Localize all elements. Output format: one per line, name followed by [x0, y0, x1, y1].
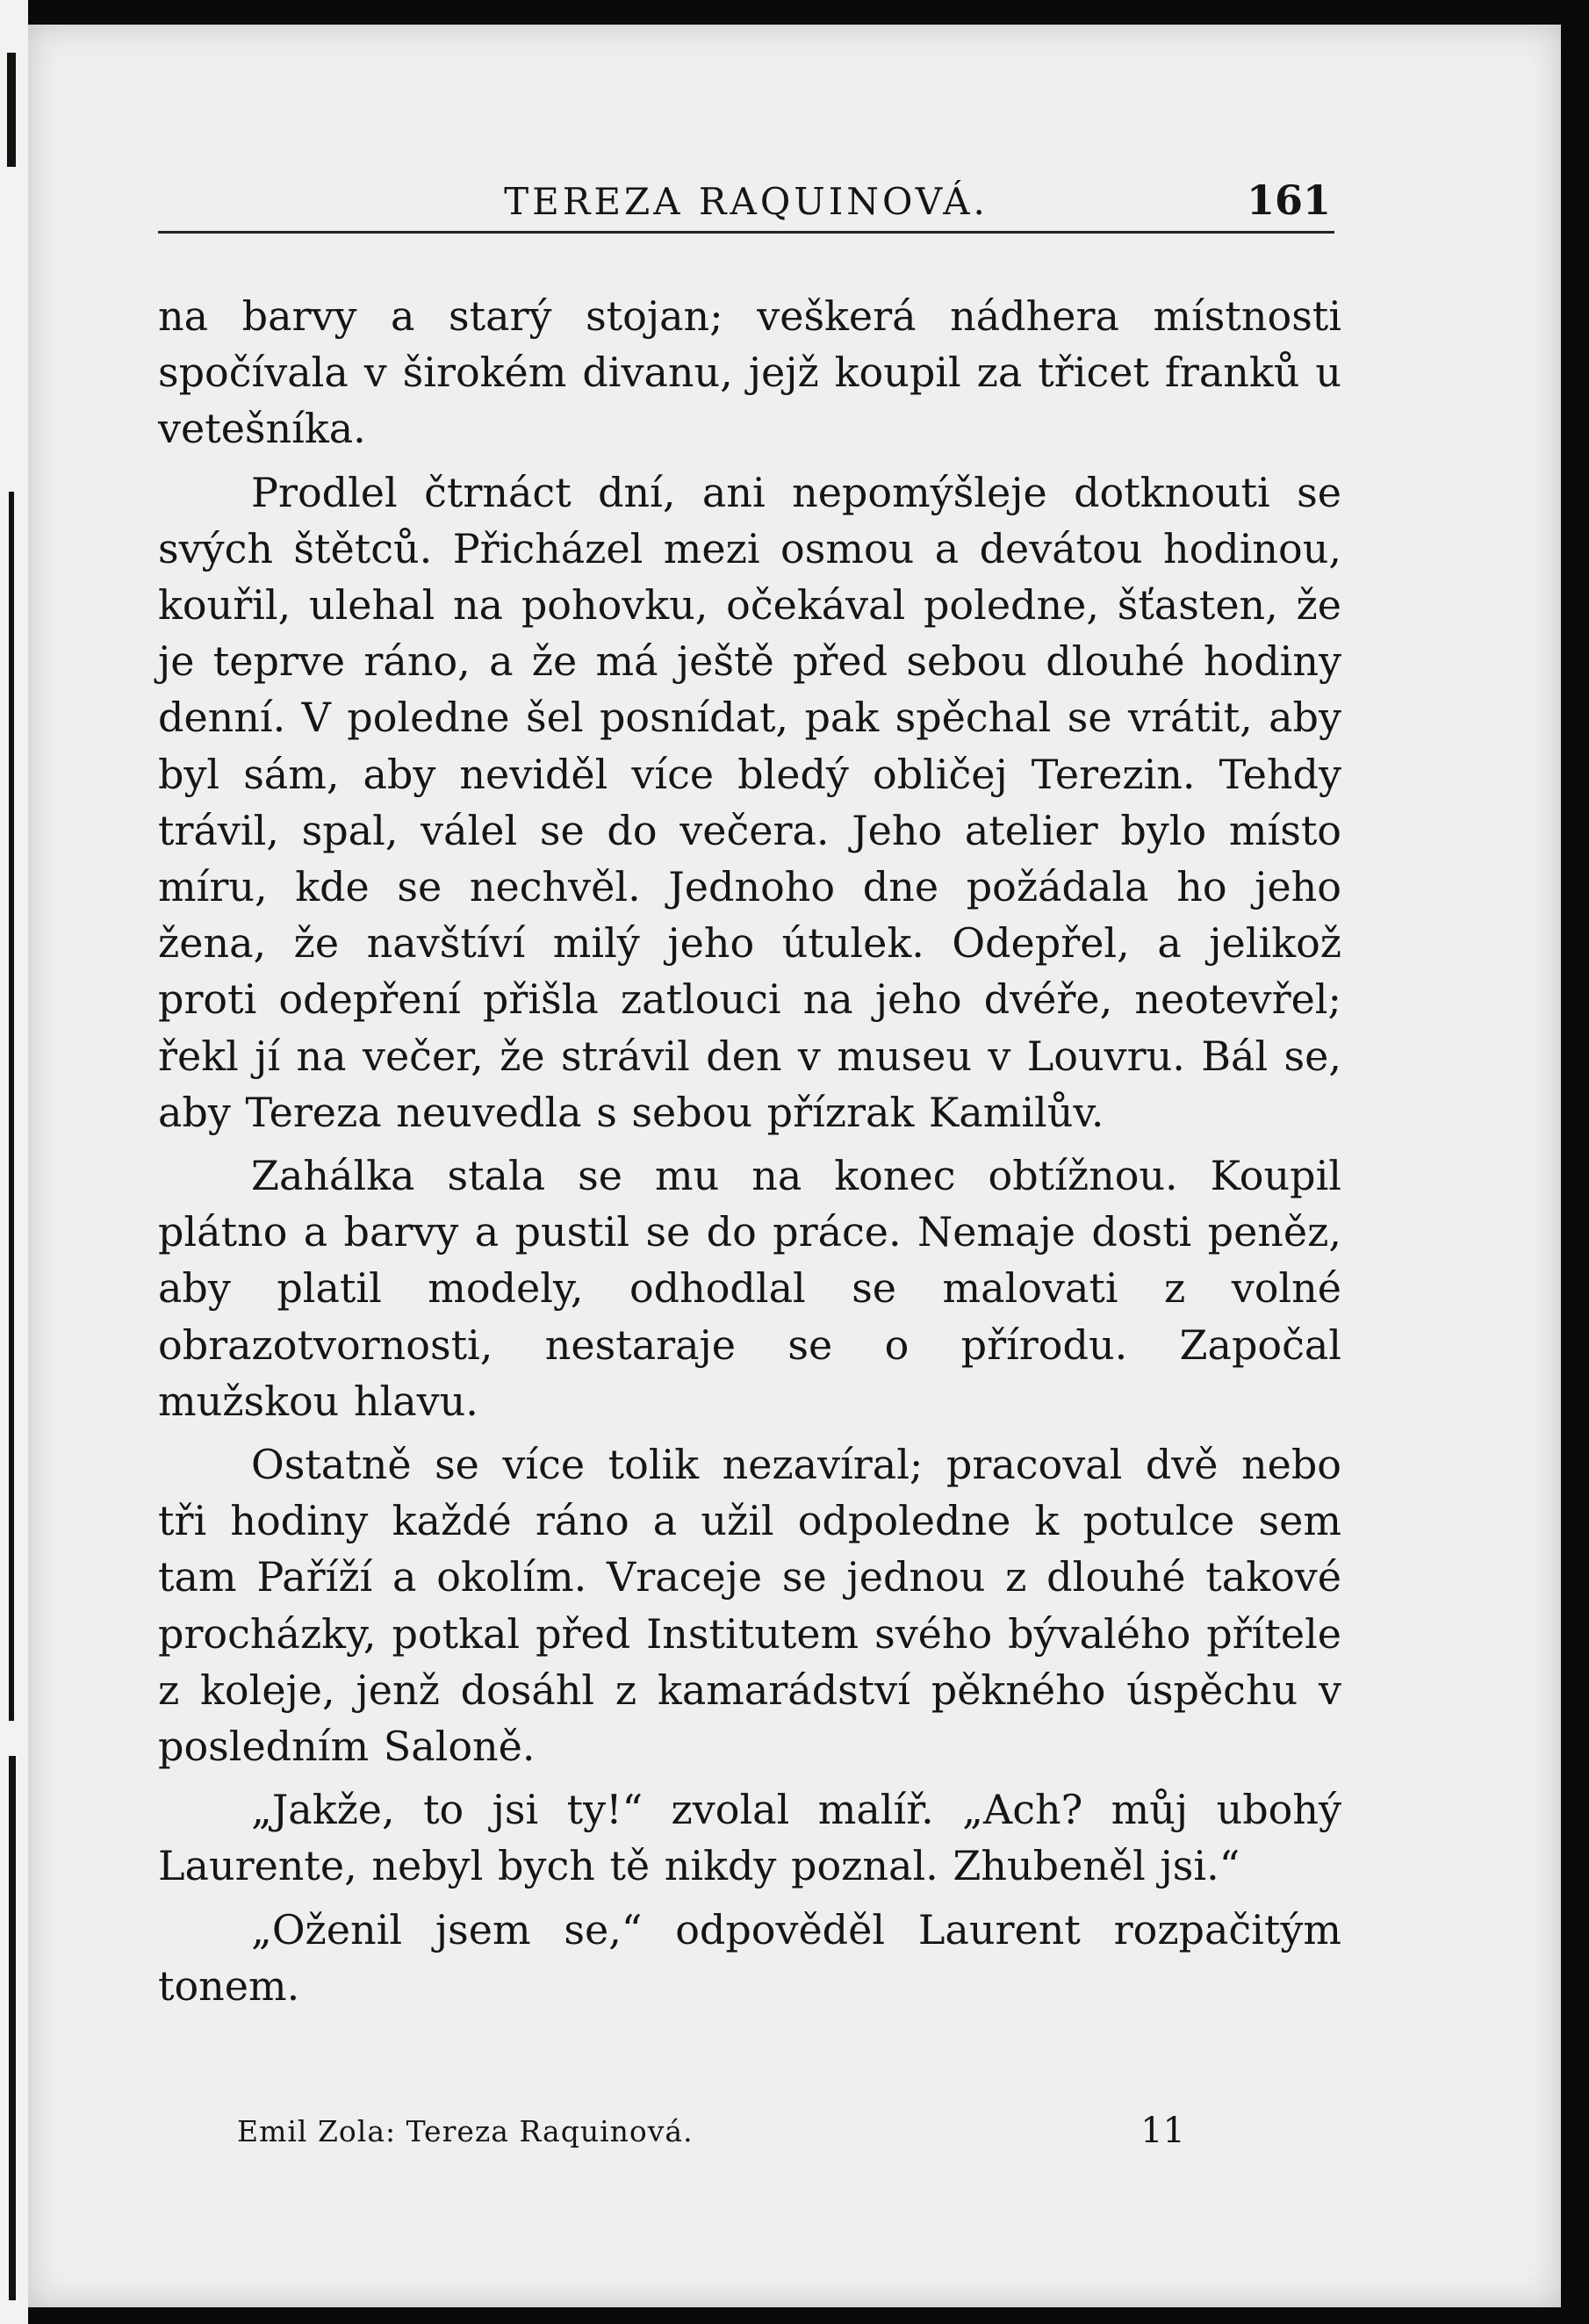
running-title: TEREZA RAQUINOVÁ. — [504, 180, 989, 223]
book-page — [28, 25, 1561, 2307]
paragraph: Zahálka stala se mu na konec obtížnou. Koupil plátno a barvy a pustil se do práce. Nemaje dosti peněz, aby platil modely, odhodlal se malovati z volné obrazotvornosti, nestaraje se o přírodu. Započal mužskou hlavu. — [158, 1152, 1341, 1425]
paragraph: Prodlel čtrnáct dní, ani nepomýšleje dotknouti se svých štětců. Přicházel mezi osmou a devátou hodinou, kouřil, ulehal na pohovku, očekával poledne, šťasten, že je teprve ráno, a že má ještě před sebou dlouhé hodiny denní. V poledne šel posnídat, pak spěchal se vrátit, aby byl sám, aby neviděl více bledý obličej Terezin. Tehdy trávil, spal, válel se do večera. Jeho atelier bylo místo míru, kde se nechvěl. Jednoho dne požádala ho jeho žena, že navštíví milý jeho útulek. Odepřel, a jelikož proti odepření přišla zatlouci na jeho dvéře, neotevřel; řekl jí na večer, že strávil den v museu v Louvru. Bál se, aby Tereza neuvedla s sebou přízrak Kamilův. — [158, 468, 1341, 1136]
binding-shadow — [7, 53, 16, 167]
page-header — [158, 161, 1334, 234]
binding-shadow — [9, 492, 14, 1721]
binding-shadow — [9, 1756, 16, 2300]
page-footer — [237, 2111, 1185, 2167]
footer-signature: Emil Zola: Tereza Raquinová. — [237, 2114, 694, 2148]
paragraph: „Oženil jsem se,“ odpověděl Laurent rozpačitým tonem. — [158, 1905, 1341, 2010]
scan-left-edge — [0, 0, 28, 2324]
sheet-number: 11 — [1140, 2111, 1185, 2151]
page-number: 161 — [1246, 176, 1331, 224]
paragraph: na barvy a starý stojan; veškerá nádhera místnosti spočívala v širokém divanu, jejž koupil za třicet franků u vetešníka. — [158, 292, 1341, 453]
paragraph: „Jakže, to jsi ty!“ zvolal malíř. „Ach? můj ubohý Laurente, nebyl bych tě nikdy poznal. Zhubeněl jsi.“ — [158, 1786, 1341, 1890]
paragraph: Ostatně se více tolik nezavíral; pracoval dvě nebo tři hodiny každé ráno a užil odpoledne k potulce sem tam Paříží a okolím. Vraceje se jednou z dlouhé takové procházky, potkal před Institutem svého bývalého přítele z koleje, jenž dosáhl z kamarádství pěkného úspěchu v posledním Saloně. — [158, 1441, 1341, 1771]
body-text — [158, 288, 1341, 2021]
